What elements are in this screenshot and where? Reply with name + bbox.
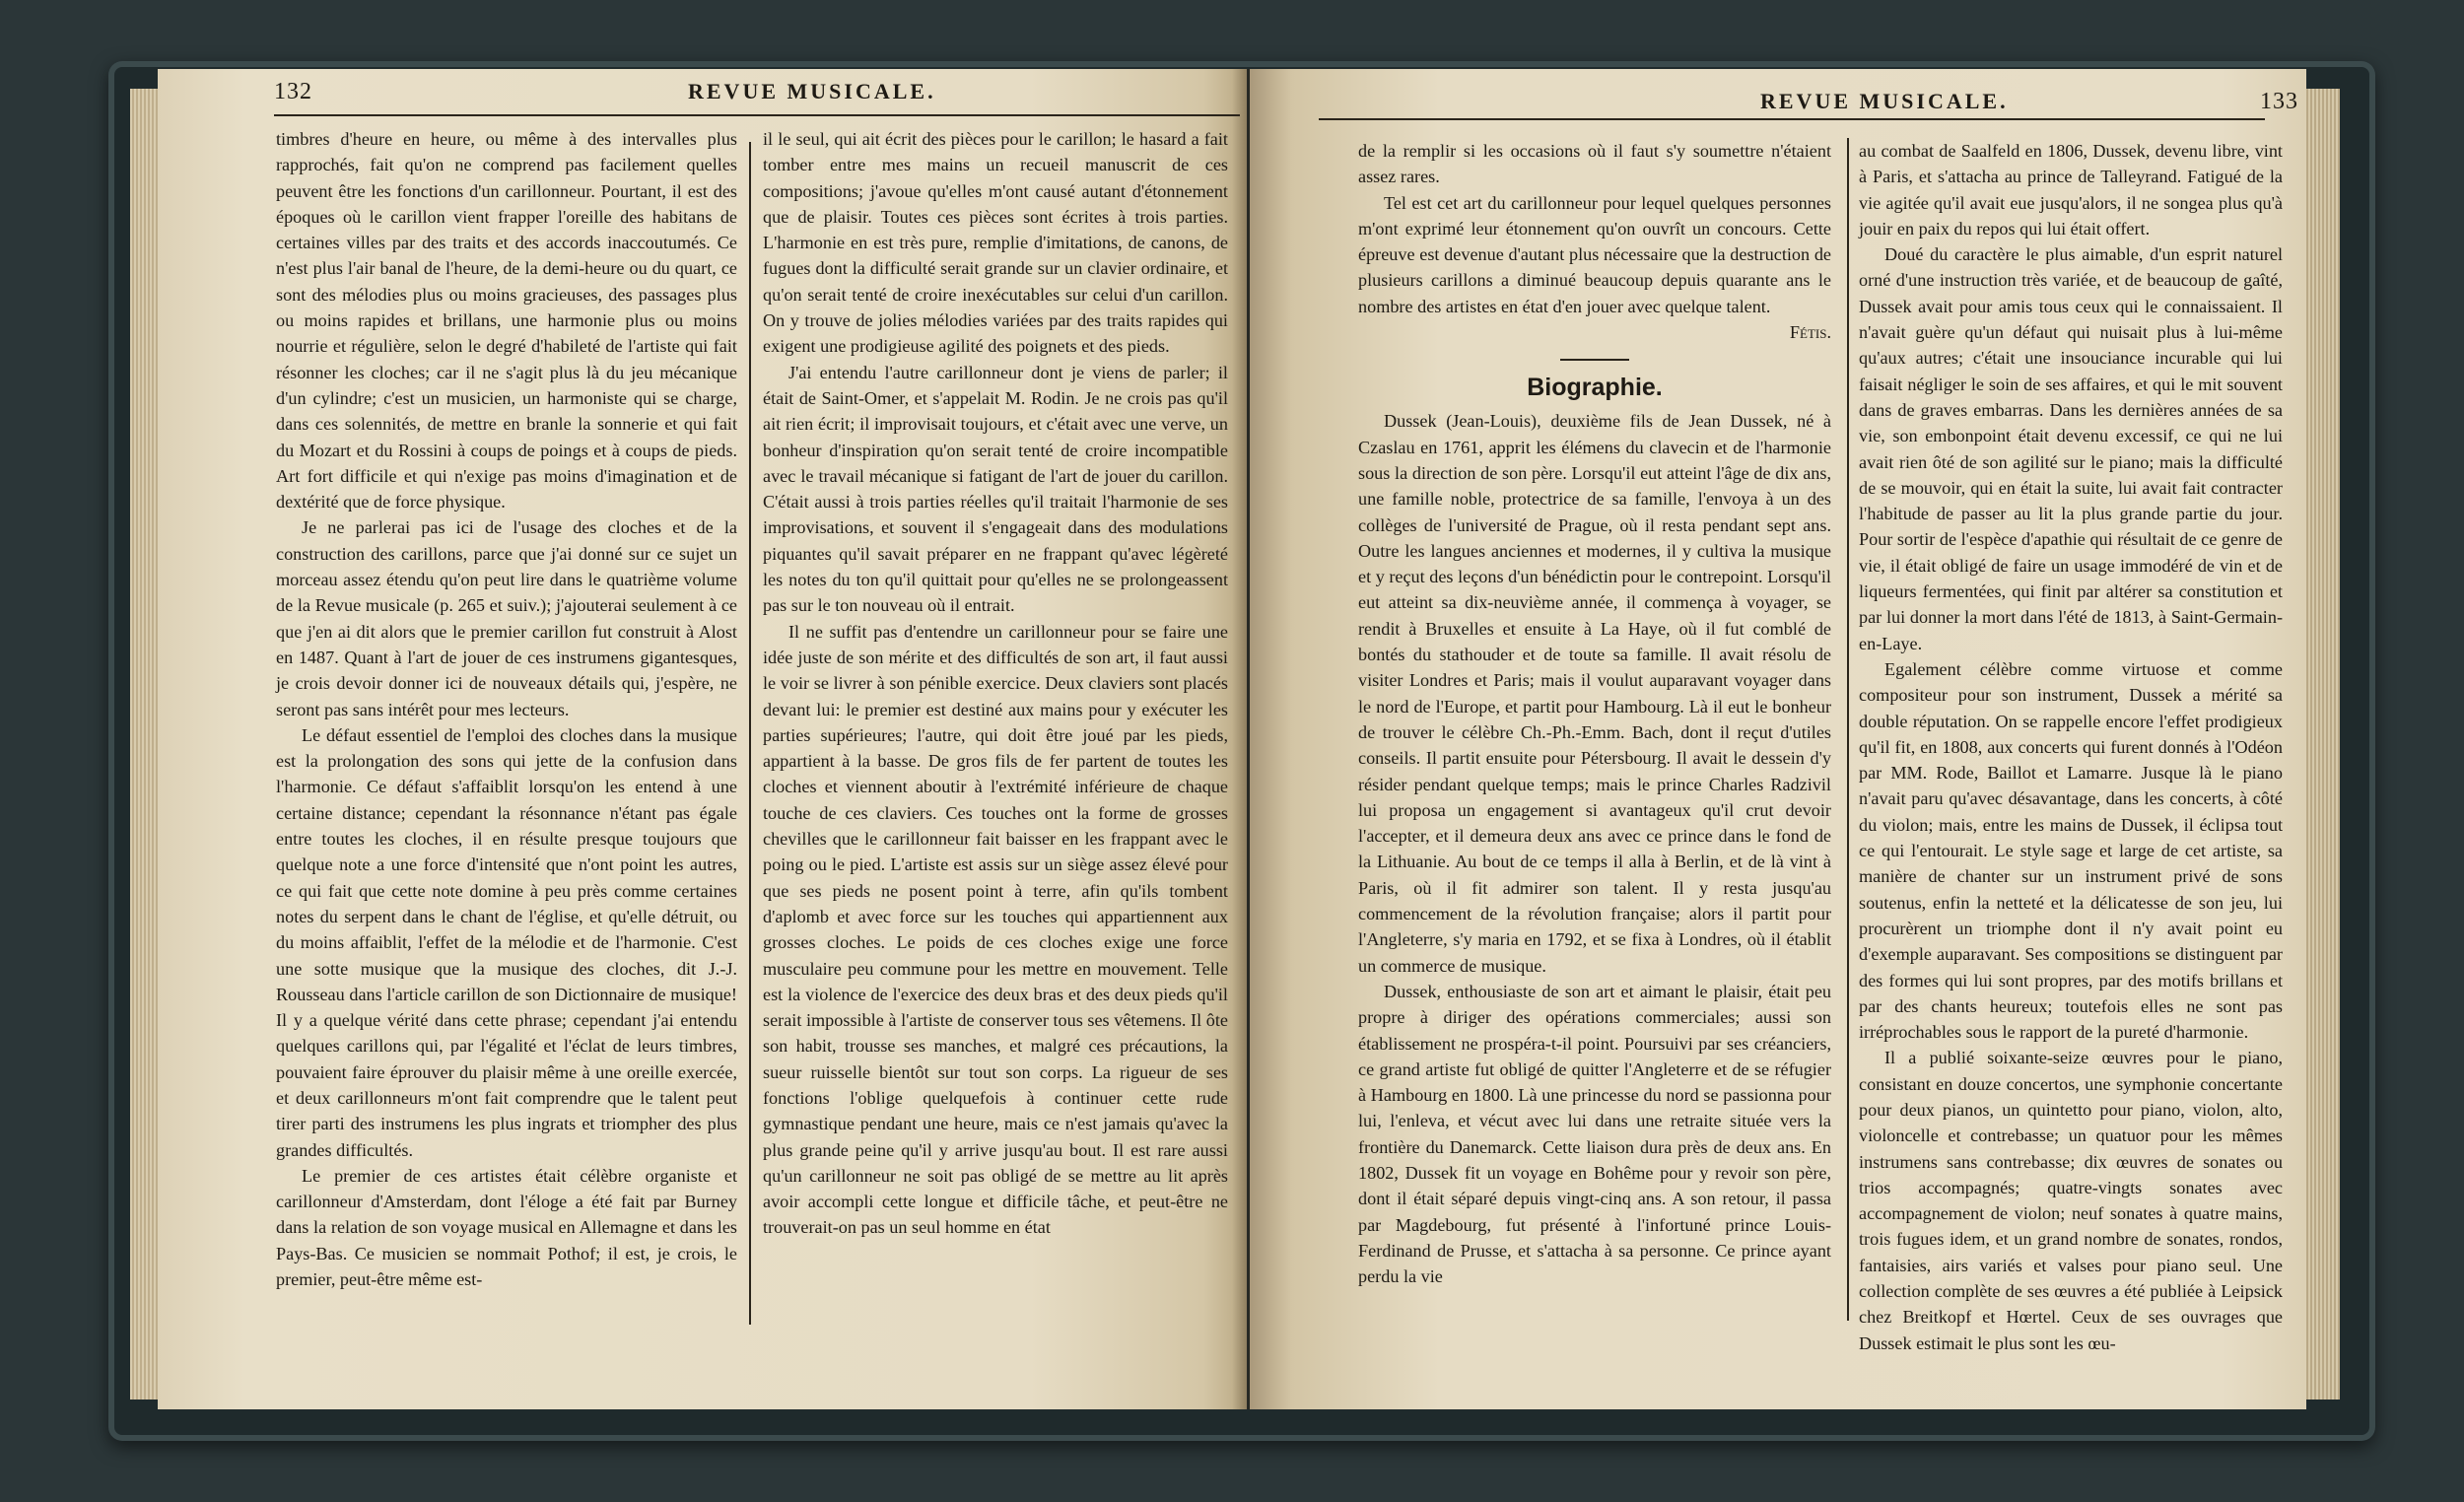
right-page-number: 133 — [2260, 89, 2298, 114]
paragraph: Je ne parlerai pas ici de l'usage des cloches et de la construction des carillons, parce que j'ai donné sur ce sujet un morceau assez étendu qu'on peut lire dans le quatrième volume de la Revue musicale (p. 265 et suiv.); j'ajouterai seulement à ce que j'en ai dit alors que le premier carillon fut construit à Alost en 1487. Quant à l'art de jouer de ces instrumens gigantesques, je crois devoir donner ici de nouveaux détails qui, j'espère, ne seront pas sans intérêt pour mes lecteurs. — [276, 517, 737, 719]
left-running-title: REVUE MUSICALE. — [688, 79, 936, 103]
paragraph: Le premier de ces artistes était célèbre organiste et carillonneur d'Amsterdam, dont l'éloge a été fait par Burney dans la relation de son voyage musical en Allemagne et dans les Pays-Bas. Ce musicien se nommait Pothof; il est, je crois, le premier, peut-être même est- — [276, 1165, 737, 1290]
paragraph: Egalement célèbre comme virtuose et comme compositeur pour son instrument, Dussek a mérité sa double réputation. On se rappelle encore l'effet prodigieux qu'il fit, en 1808, aux concerts qui furent donnés à l'Odéon par MM. Rode, Baillot et Lamarre. Jusque là le piano n'avait paru qu'avec désavantage, dans les concerts, à côté du violon; mais, entre les mains de Dussek, il éclipsa tout ce qui l'entourait. Le style sage et large de cet artiste, sa manière de chanter sur un instrument privé de sons soutenus, enfin la netteté et la délicatesse de son jeu, lui procurèrent un triomphe dont il n'y avait point eu d'exemple auparavant. Ses compositions se distinguent par des formes qui lui sont propres, par des motifs brillans et par des chants heureux; toutefois elles ne sont pas irréprochables sous le rapport de la pureté d'harmonie. — [1859, 658, 2283, 1043]
paragraph: Il ne suffit pas d'entendre un carillonneur pour se faire une idée juste de son mérite et des difficultés de son art, il faut aussi le voir se livrer à son pénible exercice. Deux claviers sont placés devant lui: le premier est destiné aux mains pour y exécuter les parties supérieures; l'autre, qui doit être joué par les pieds, appartient à la basse. De gros fils de fer partent de toutes les cloches et viennent aboutir à l'extrémité inférieure de chaque touche de ces claviers. Ces touches ont la forme de grosses chevilles que le carillonneur fait baisser en les frappant avec le poing ou le pied. L'artiste est assis sur un siège assez élevé pour que ses pieds ne posent point à terre, afin qu'ils tombent d'aplomb et avec force sur les touches qui appartiennent aux grosses cloches. Le poids de ces cloches exige une force musculaire peu commune pour les mettre en mouvement. Telle est la violence de l'exercice des deux bras et des deux pieds qu'il serait impossible à l'artiste de conserver tous ses vêtemens. Il ôte son habit, trousse ses manches, et malgré ces précautions, la sueur ruisselle bientôt sur tout son corps. La rigueur de ses fonctions l'oblige quelquefois à continuer cette rude gymnastique pendant une heure, mais ce n'est jamais qu'avec la plus grande peine qu'il y arrive jusqu'au bout. Il est rare aussi qu'un carillonneur ne soit pas obligé de se mettre au lit après avoir accompli cette longue et difficile tâche, et peut-être ne trouverait-on pas un seul homme en état — [763, 621, 1228, 1238]
paragraph: Il a publié soixante-seize œuvres pour le piano, consistant en douze concertos, une symphonie concertante pour deux pianos, un quintetto pour piano, violon, alto, violoncelle et contrebasse; un quatuor pour les mêmes instrumens sans contrebasse; dix œuvres de sonates ou trios accompagnés; quatre-vingts sonates avec accompagnement de violon; neuf sonates à quatre mains, trois fugues idem, et un grand nombre de sonates, rondos, fantaisies, airs variés et valses pour piano seul. Une collection complète de ses œuvres a été publiée à Leipsick chez Breitkopf et Hœrtel. Ceux de ses ouvrages que Dussek estimait le plus sont les œu- — [1859, 1048, 2283, 1353]
right-running-title: REVUE MUSICALE. — [1760, 89, 2009, 113]
left-header-rule — [274, 114, 1240, 116]
paragraph: il le seul, qui ait écrit des pièces pour le carillon; le hasard a fait tomber entre mes mains un recueil manuscrit de ces compositions; j'avoue qu'elles m'ont causé autant d'étonnement que de plaisir. Toutes ces pièces sont écrites à trois parties. L'harmonie en est très pure, remplie d'imitations, de canons, de fugues dont la difficulté serait grande sur un clavier ordinaire, et qu'on serait tenté de croire inexécutables sur celui d'un carillon. On y trouve de jolies mélodies variées par des traits rapides qui exigent une prodigieuse agilité des poignets et des pieds. — [763, 129, 1228, 357]
left-column-1 — [276, 126, 737, 1292]
left-column-2 — [763, 126, 1228, 1241]
section-title: Biographie. — [1527, 374, 1663, 402]
right-column-1 — [1358, 138, 1831, 1289]
paragraph: au combat de Saalfeld en 1806, Dussek, devenu libre, vint à Paris, et s'attacha au prince de Talleyrand. Fatigué de la vie agitée qu'il avait eue jusqu'alors, il ne songea plus qu'à jouir en paix du repos qui lui était offert. — [1859, 141, 2283, 239]
paragraph: timbres d'heure en heure, ou même à des intervalles plus rapprochés, fait qu'on ne comprend pas facilement quelles peuvent être les fonctions d'un carillonneur. Pourtant, il est des époques où le carillon vient frapper l'oreille des habitans de certaines villes par des traits et des accords inaccoutumés. Ce n'est plus l'air banal de l'heure, de la demi-heure ou du quart, ce sont des mélodies plus ou moins gracieuses, des passages plus ou moins rapides et brillans, une harmonie plus ou moins nourrie et régulière, selon le degré d'habileté de l'artiste qui fait résonner les cloches; car il ne s'agit plus là du jeu mécanique d'un cylindre; c'est un musicien, un harmoniste qui se charge, dans ces solennités, de mettre en branle la sonnerie et qui fait du Mozart et du Rossini à coups de poings et à coups de pieds. Art fort difficile et qui n'exige pas moins d'imagination et de dextérité que de force physique. — [276, 129, 737, 512]
paragraph: Le défaut essentiel de l'emploi des cloches dans la musique est la prolongation des sons qui jette de la confusion dans l'harmonie. Ce défaut s'affaiblit lorsqu'on les entend à une certaine distance; cependant la résonnance n'étant pas égale entre toutes les cloches, il en résulte presque toujours que quelque note a une force d'intensité que n'ont point les autres, ce qui fait que cette note domine à peu près comme certaines notes du serpent dans le chant de l'église, et qu'elle détruit, ou du moins affaiblit, l'effet de la mélodie et de l'harmonie. C'est une sotte musique que la musique des cloches, dit J.-J. Rousseau dans l'article carillon de son Dictionnaire de musique! Il y a quelque vérité dans cette phrase; cependant j'ai entendu quelques carillons qui, par l'égalité et l'éclat de leurs timbres, pouvaient faire éprouver du plaisir même à une oreille exercée, et deux carillonneurs m'ont fait comprendre que le talent peut tirer parti des instrumens les plus ingrats et triompher des plus grandes difficultés. — [276, 724, 737, 1160]
page-edges-right — [2304, 89, 2340, 1400]
paragraph: J'ai entendu l'autre carillonneur dont je viens de parler; il était de Saint-Omer, et s'appelait M. Rodin. Je ne crois pas qu'il ait rien écrit; il improvisait toujours, et c'était avec une verve, un bonheur d'inspiration qu'on serait tenté de croire incompatible avec le travail mécanique si fatigant de l'art de jouer du carillon. C'était aussi à trois parties réelles qu'il traitait l'harmonie de ses improvisations, et souvent il s'engageait dans des modulations piquantes qu'il savait préparer en ne frappant qu'avec légèreté les notes du ton qu'il quittait pour qu'elles ne se prolongeassent pas sur le ton nouveau où il entrait. — [763, 362, 1228, 616]
right-column-1-top — [1358, 138, 1831, 319]
page-edges-left — [130, 89, 160, 1400]
left-page — [158, 69, 1247, 1409]
paragraph: Tel est cet art du carillonneur pour lequel quelques personnes m'ont exprimé leur étonnement qu'on ouvrît un concours. Cette épreuve est devenue d'autant plus nécessaire que la destruction de plusieurs carillons a diminué beaucoup depuis quarante ans le nombre des artistes en état d'en jouer avec quelque talent. — [1358, 192, 1831, 316]
paragraph: Dussek, enthousiaste de son art et aimant le plaisir, était peu propre à diriger des opérations commerciales; aussi son établissement ne prospéra-t-il point. Poursuivi par ses créanciers, ce grand artiste fut obligé de quitter l'Angleterre et de se réfugier à Hambourg en 1800. Là une princesse du nord se passionna pour lui, l'enleva, et vécut avec lui dans une retraite située vers la frontière du Danemarck. Cette liaison dura près de deux ans. En 1802, Dussek fit un voyage en Bohême pour y revoir son père, dont il était séparé depuis vingt-cinq ans. A son retour, il passa par Magdebourg, fut présenté à l'infortuné prince Louis-Ferdinand de Prusse, et s'attacha à sa personne. Ce prince ayant perdu la vie — [1358, 981, 1831, 1287]
signature: Fétis. — [1789, 322, 1831, 343]
paragraph: Doué du caractère le plus aimable, d'un esprit naturel orné d'une instruction très variée, et de beaucoup de gaîté, Dussek avait pour amis tous ceux qui le connaissaient. Il n'avait guère qu'un défaut qui nuisait plus à lui-même qu'aux autres; c'était une insouciance incurable qui lui faisait négliger le soin de ses affaires, et qui le mit souvent dans de graves embarras. Dans les dernières années de sa vie, son embonpoint était devenu excessif, ce qui ne lui avait rien ôté de son agilité sur le piano; mais la difficulté de se mouvoir, qui en était la suite, lui avait fait contracter l'habitude de passer au lit la plus grande partie du jour. Pour sortir de l'espèce d'apathie qui résultait de ce genre de vie, il était obligé de faire un usage immodéré de vin et de liqueurs fermentées, qui finit par altérer sa constitution et par lui donner la mort dans l'été de 1813, à Saint-Germain-en-Laye. — [1859, 244, 2283, 653]
right-column-2 — [1859, 138, 2283, 1356]
right-page-header — [1319, 75, 2298, 114]
right-header-rule — [1319, 118, 2265, 120]
left-column-divider — [749, 142, 751, 1325]
left-page-number: 132 — [274, 79, 312, 104]
right-column-divider — [1847, 138, 1849, 1321]
section-divider — [1560, 359, 1629, 361]
biography-text — [1358, 408, 1831, 1289]
left-page-header — [274, 75, 1240, 108]
paragraph: de la remplir si les occasions où il faut s'y soumettre n'étaient assez rares. — [1358, 141, 1831, 187]
right-page — [1250, 69, 2306, 1409]
paragraph: Dussek (Jean-Louis), deuxième fils de Jean Dussek, né à Czaslau en 1761, apprit les élémens du clavecin et de l'harmonie sous la direction de son père. Lorsqu'il eut atteint l'âge de dix ans, une famille noble, protectrice de sa famille, l'envoya à un des collèges de l'université de Prague, où il resta pendant sept ans. Outre les langues anciennes et modernes, il y cultiva la musique et y reçut des leçons d'un bénédictin pour le contrepoint. Lorsqu'il eut atteint sa dix-neuvième année, il commença à voyager, se rendit à Bruxelles et ensuite à La Haye, où il fut comblé de bontés du stathouder et de toute sa famille. Il avait résolu de visiter Londres et Paris; mais il voulut auparavant voyager dans le nord de l'Europe, et partit pour Hambourg. Là il eut le bonheur de trouver le célèbre Ch.-Ph.-Emm. Bach, dont il reçut d'utiles conseils. Il partit ensuite pour Pétersbourg. Il avait le dessein d'y résider pendant quelque temps; mais le prince Charles Radzivil lui proposa un engagement si avantageux qu'il crut devoir l'accepter, et il demeura deux ans avec ce prince dans le fond de la Lithuanie. Au bout de ce temps il alla à Berlin, et de là vint à Paris, où il fit admirer son talent. Il y resta jusqu'au commencement de la révolution française; alors il partit pour l'Angleterre, s'y maria en 1792, et se fixa à Londres, où il établit un commerce de musique. — [1358, 411, 1831, 976]
